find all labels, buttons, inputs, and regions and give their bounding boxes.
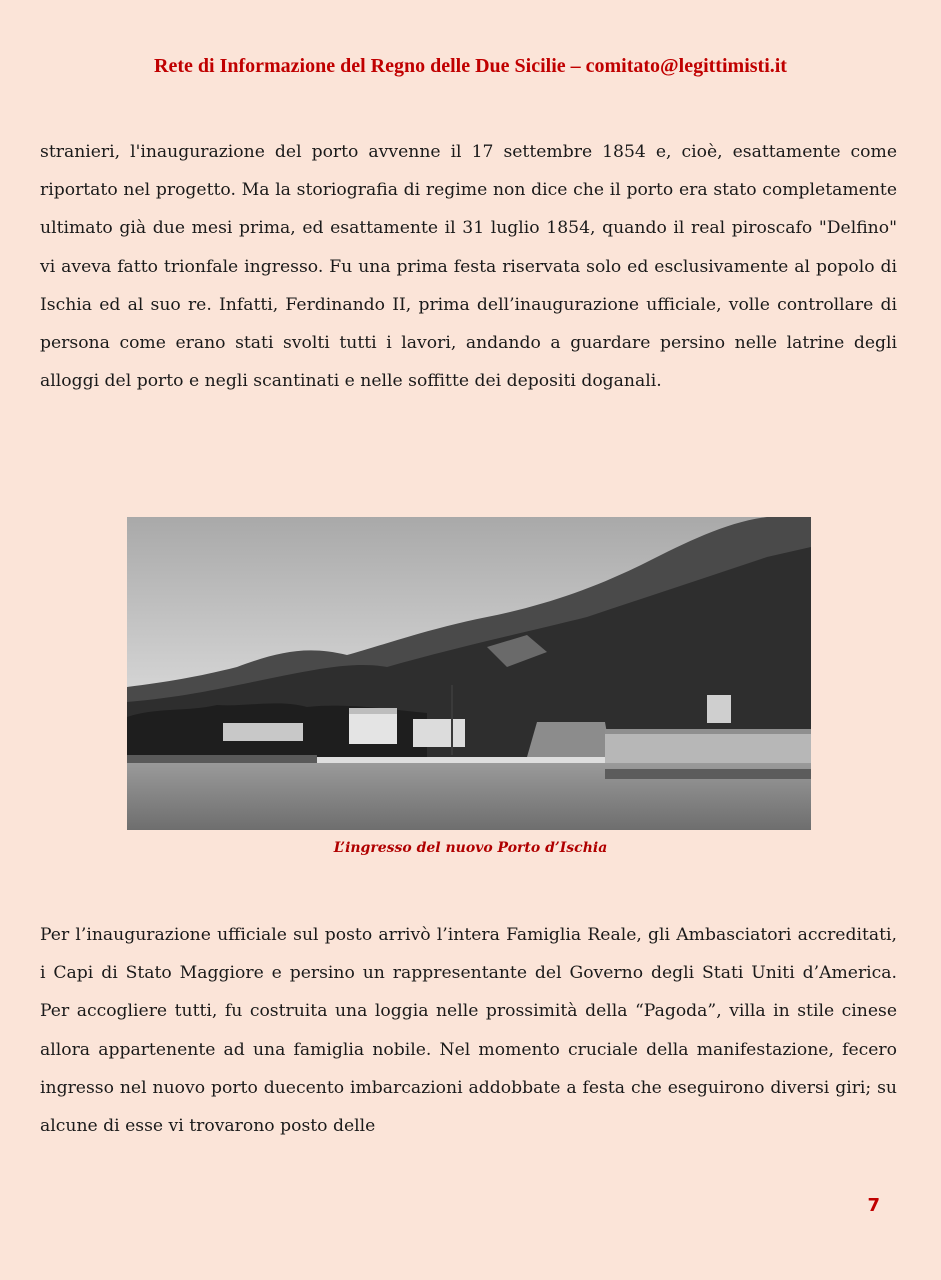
photo-caption: L’ingresso del nuovo Porto d’Ischia xyxy=(333,840,608,856)
page-header: Rete di Informazione del Regno delle Due Sicilie – comitato@legittimisti.it xyxy=(154,55,787,77)
page-number: 7 xyxy=(867,1195,880,1216)
body-paragraph-2: Per l’inaugurazione ufficiale sul posto arrivò l’intera Famiglia Reale, gli Ambasciatori accreditati, i Capi di Stato Maggiore e persino un rappresentante del Governo degli Stati Uniti d’America. Per accogliere tutti, fu costruita una loggia nelle prossimità della “Pagoda”, villa in stile cinese allora appartenente ad una famiglia nobile. Nel momento cruciale della manifestazione, fecero ingresso nel nuovo porto duecento imbarcazioni addobbate a festa che eseguirono diversi giri; su alcune di esse vi trovarono posto delle xyxy=(40,925,897,1137)
historic-photo-porto-ischia xyxy=(127,517,811,830)
body-paragraph-1: stranieri, l'inaugurazione del porto avvenne il 17 settembre 1854 e, cioè, esattamente come riportato nel progetto. Ma la storiografia di regime non dice che il porto era stato completamente ultimato già due mesi prima, ed esattamente il 31 luglio 1854, quando il real piroscafo "Delfino" vi aveva fatto trionfale ingresso. Fu una prima festa riservata solo ed esclusivamente al popolo di Ischia ed al suo re. Infatti, Ferdinando II, prima dell’inaugurazione ufficiale, volle controllare di persona come erano stati svolti tutti i lavori, andando a guardare persino nelle latrine degli alloggi del porto e negli scantinati e nelle soffitte dei depositi doganali. xyxy=(40,142,897,392)
